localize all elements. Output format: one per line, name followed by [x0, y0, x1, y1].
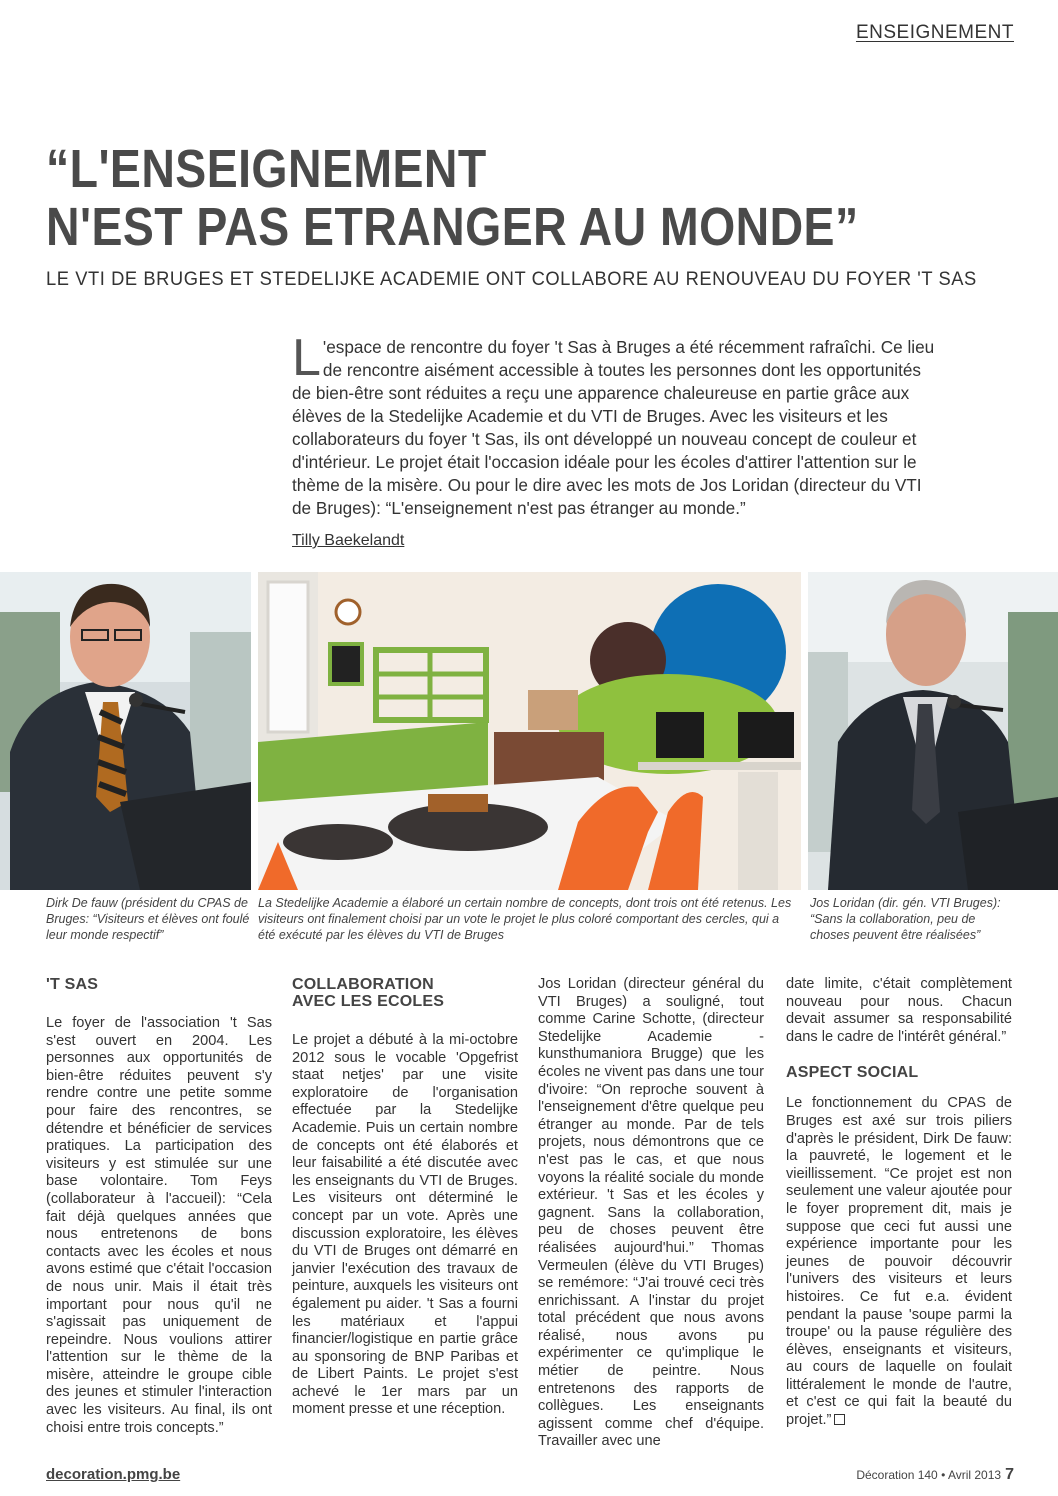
lead-text: 'espace de rencontre du foyer 't Sas à Bruges a été récemment rafraîchi. Ce lieu de rencontre aisément accessible à toutes les personnes dont les opportunités de bien-être sont réduites a reçu une apparence chaleureuse en partie grâce aux élèves de la Stedelijke Academie et du VTI de Bruges. Avec les visiteurs et les collaborateurs du foyer 't Sas, ils ont développé un nouveau concept de couleur et d'intérieur. Le projet était l'occasion idéale pour les écoles d'attirer l'attention sur le thème de la misère. Ou pour le dire avec les mots de Jos Loridan (directeur du VTI de Bruges): “L'enseignement n'est pas étranger au monde.”: [292, 337, 935, 518]
photo-foyer-interior: [258, 572, 801, 890]
article-subtitle: LE VTI DE BRUGES ET STEDELIJKE ACADEMIE ONT COLLABORE AU RENOUVEAU DU FOYER 'T SAS: [46, 268, 977, 290]
end-mark-icon: [834, 1414, 845, 1425]
photo-jos-loridan: [808, 572, 1058, 890]
heading-collaboration-line-1: COLLABORATION: [292, 976, 434, 993]
lead-paragraph: [292, 329, 942, 520]
issue-label: Décoration 140 • Avril 2013: [856, 1468, 1002, 1482]
column-1-text: Le foyer de l'association 't Sas s'est ouvert en 2004. Les personnes aux opportunités de bien-être réduites peuvent s'y rendre contre une petite somme pour faire des rencontres, se détendre et bénéficier de services pratiques. La participation des visiteurs y est stimulée sur une base volontaire. Tom Feys (collaborateur à l'accueil): “Cela fait déjà quelques années que nous entretenons de bons contacts avec les écoles et nous avons estimé que c'était l'occasion de nous unir. Mais il était très important pour nous qu'il ne s'agissait pas uniquement de repeindre. Nous voulions attirer l'attention sur le thème de la misère, atteindre le groupe cible des jeunes et stimuler l'interaction avec les visiteurs. Au final, ils ont choisi entre trois concepts.”: [46, 1015, 272, 1436]
issue-info: [856, 1466, 1014, 1484]
drop-cap: L: [292, 329, 321, 387]
column-1: [46, 976, 272, 1437]
heading-aspect-social: ASPECT SOCIAL: [786, 1064, 919, 1082]
photo-dirk-de-fauw: [0, 572, 251, 890]
heading-collaboration: [292, 976, 518, 1010]
caption-center: La Stedelijke Academie a élaboré un certain nombre de concepts, dont trois ont été retenus. Les visiteurs ont finalement choisi par un vote le projet le plus coloré comportant des cercles, qui a été exécuté par les élèves du VTI de Bruges: [258, 896, 792, 942]
article-title: [46, 140, 872, 256]
column-2: [292, 976, 518, 1419]
heading-t-sas: 'T SAS: [46, 976, 99, 993]
title-line-2: N'EST PAS ETRANGER AU MONDE”: [46, 197, 859, 257]
column-4-text-2-body: Le fonctionnement du CPAS de Bruges est axé sur trois piliers d'après le président, Dirk De fauw: la pauvreté, le logement et le vieillissement. “Ce projet est non seulement une valeur ajoutée pour le foyer proprement dit, mais je suppose que ceci fut aussi une expérience importante pour les jeunes de pouvoir découvrir l'univers des visiteurs et leurs histoires. Ce fut e.a. évident pendant la pause 'soupe parmi la troupe' ou la pause régulière des élèves, enseignants et visiteurs, au cours de laquelle on foulait littéralement le monde de l'autre, et c'est ce qui fait la beauté du projet.”: [786, 1095, 1012, 1429]
author-byline: Tilly Baekelandt: [292, 532, 405, 549]
page-number: 7: [1005, 1466, 1014, 1483]
caption-left: Dirk De fauw (président du CPAS de Bruges: “Visiteurs et élèves ont foulé leur monde respectif”: [46, 896, 250, 942]
column-4-text-1: date limite, c'était complètement nouveau pour nous. Chacun devait assumer sa responsabilité dans le cadre de l'intérêt général.”: [786, 976, 1012, 1045]
column-2-text: Le projet a débuté à la mi-octobre 2012 sous le vocable 'Opgefrist staat netjes' par une visite exploratoire de l'organisation effectuée par la Stedelijke Academie. Puis un certain nombre de concepts ont été élaborés et leur faisabilité a été discutée avec les enseignants du VTI de Bruges. Les visiteurs ont déterminé le concept par un vote. Après une discussion exploratoire, les élèves du VTI de Bruges ont démarré en janvier l'exécution des travaux de peinture, auxquels les visiteurs ont également pu aider. 't Sas a fourni les matériaux et l'appui financier/logistique en partie grâce au sponsoring de BNP Paribas et de Libert Paints. Le projet s'est achevé le 1er mars par un moment presse et une réception.: [292, 1032, 518, 1418]
section-tag: ENSEIGNEMENT: [855, 22, 1014, 43]
website-link[interactable]: decoration.pmg.be: [46, 1466, 181, 1483]
column-4: [786, 976, 1012, 1430]
column-3: [538, 976, 764, 1451]
caption-right: Jos Loridan (dir. gén. VTI Bruges): “Sans la collaboration, peu de choses peuvent être réalisées”: [810, 896, 1001, 942]
column-3-text: Jos Loridan (directeur général du VTI Bruges) a souligné, tout comme Carine Schotte, (directeur Stedelijke Academie - kunsthumaniora Brugge) que les écoles ne vivent pas dans une tour d'ivoire: “On reproche souvent à l'enseignement d'être quelque peu étranger au monde. Par de tels projets, nous démontrons que ce n'est pas le cas, et que nous voyons la réalité sociale du monde extérieur. 't Sas et les écoles y gagnent. Sans la collaboration, peu de choses peuvent être réalisées aujourd'hui.” Thomas Vermeulen (élève du VTI Bruges) se remémore: “J'ai trouvé ceci très enrichissant. A l'instar du projet total précédent que nous avons réalisé, nous avons pu expérimenter ce qu'implique le métier de peintre. Nous entretenons des rapports de collègues. Les enseignants agissent comme chef d'équipe. Travailler avec une: [538, 976, 764, 1450]
column-4-text-2: [786, 1095, 1012, 1429]
title-line-1: “L'ENSEIGNEMENT: [46, 139, 487, 199]
heading-collaboration-line-2: AVEC LES ECOLES: [292, 993, 445, 1010]
